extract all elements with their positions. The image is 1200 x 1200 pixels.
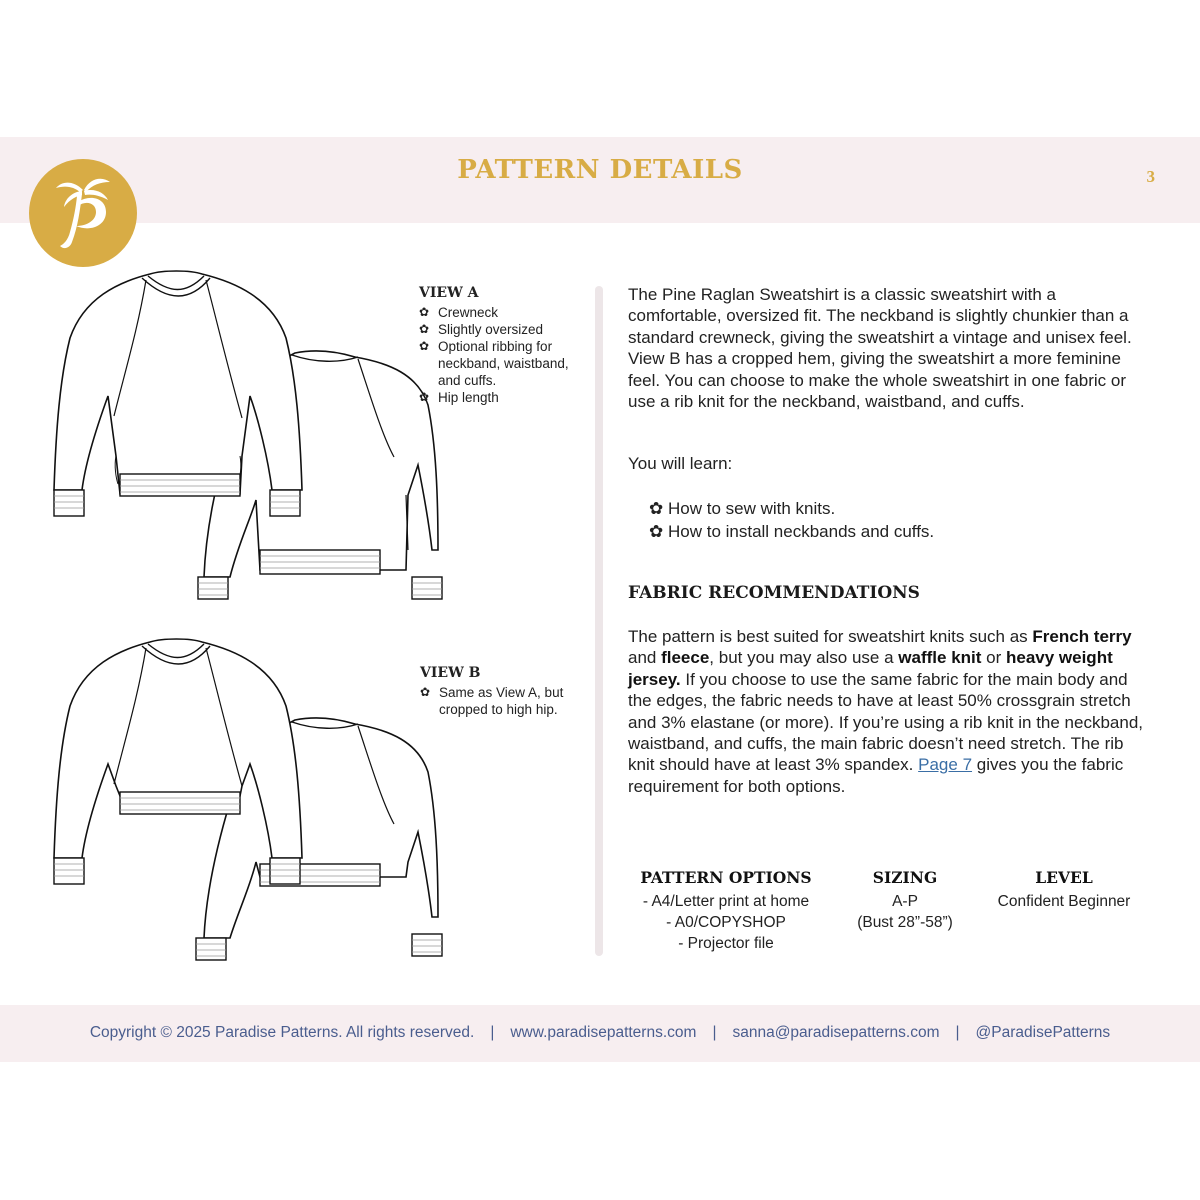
list-item: ✿ Crewneck: [419, 305, 499, 320]
flower-icon: ✿: [419, 339, 430, 353]
flower-icon: ✿: [419, 322, 430, 336]
column-divider: [595, 286, 603, 956]
flower-icon: ✿: [649, 499, 664, 518]
pattern-option-line: - Projector file: [678, 935, 774, 952]
pattern-option-line: - A0/COPYSHOP: [666, 914, 786, 931]
footer-separator: |: [712, 1024, 717, 1041]
flower-icon: ✿: [649, 522, 664, 541]
sizing-column: [840, 867, 970, 933]
footer-separator: |: [490, 1024, 495, 1041]
view-a-front-sweatshirt-illustration: [50, 268, 305, 526]
list-item: ✿ Slightly oversized: [419, 322, 544, 337]
palm-p-logo-icon: [28, 158, 138, 268]
level-line: Confident Beginner: [997, 893, 1131, 910]
sizing-line: (Bust 28”-58”): [857, 914, 953, 931]
level-column: [980, 867, 1148, 912]
learn-list: [649, 497, 934, 543]
view-b-details: [420, 665, 590, 718]
email-link[interactable]: sanna@paradisepatterns.com: [732, 1024, 940, 1041]
view-a-details: [419, 285, 591, 406]
copyright-text: Copyright © 2025 Paradise Patterns. All rights reserved.: [89, 1024, 475, 1041]
view-a-bullet-list: [419, 304, 591, 406]
intro-paragraph: The Pine Raglan Sweatshirt is a classic sweatshirt with a comfortable, oversized fit. The neckband is slightly chunkier than a standard crewneck, giving the sweatshirt a vintage and unisex feel. View B has a cropped hem, giving the sweatshirt a more feminine feel. You can choose to make the whole sweatshirt in one fabric or use a rib knit for the neckband, waistband, and cuffs.: [628, 285, 1132, 412]
sizing-heading: SIZING: [872, 868, 938, 887]
level-heading: LEVEL: [1035, 868, 1093, 887]
list-item: ✿ Optional ribbing for neckband, waistband, and cuffs.: [419, 339, 569, 388]
list-item: ✿ How to install neckbands and cuffs.: [649, 522, 935, 541]
learn-label: You will learn:: [628, 454, 733, 473]
pattern-options-heading: PATTERN OPTIONS: [640, 868, 812, 887]
flower-icon: ✿: [419, 305, 430, 319]
view-a-title: VIEW A: [419, 285, 479, 301]
page-title: PATTERN DETAILS: [457, 155, 743, 185]
pattern-option-line: - A4/Letter print at home: [642, 893, 810, 910]
footer-separator: |: [955, 1024, 960, 1041]
page-7-link[interactable]: Page 7: [918, 755, 973, 775]
view-b-front-sweatshirt-illustration: [50, 636, 305, 891]
pattern-options-column: [628, 867, 824, 954]
flower-icon: ✿: [419, 390, 430, 404]
fabric-recommendations-paragraph: The pattern is best suited for sweatshirt knits such as French terry and fleece, but you may also use a waffle knit or heavy weight jersey. If you choose to use the same fabric for the main body and the edges, the fabric needs to have at least 50% crossgrain stretch and 3% elastane (or more). If you’re using a rib knit in the neckband, waistband, and cuffs, the main fabric doesn’t need stretch. The rib knit should have at least 3% spandex. Page 7 gives you the fabric requirement for both options.: [628, 627, 1144, 796]
website-link[interactable]: www.paradisepatterns.com: [510, 1024, 697, 1041]
flower-icon: ✿: [420, 685, 431, 699]
list-item: ✿ Hip length: [419, 390, 499, 405]
footer: [0, 1024, 1200, 1042]
list-item: ✿ How to sew with knits.: [649, 499, 836, 518]
view-b-title: VIEW B: [420, 665, 481, 681]
list-item: ✿ Same as View A, but cropped to high hip.: [420, 685, 564, 717]
social-handle[interactable]: @ParadisePatterns: [975, 1024, 1111, 1041]
page-number: 3: [1146, 167, 1155, 186]
sizing-line: A-P: [892, 893, 918, 910]
fabric-recommendations-heading: FABRIC RECOMMENDATIONS: [628, 583, 920, 603]
view-b-bullet-list: [420, 684, 590, 718]
